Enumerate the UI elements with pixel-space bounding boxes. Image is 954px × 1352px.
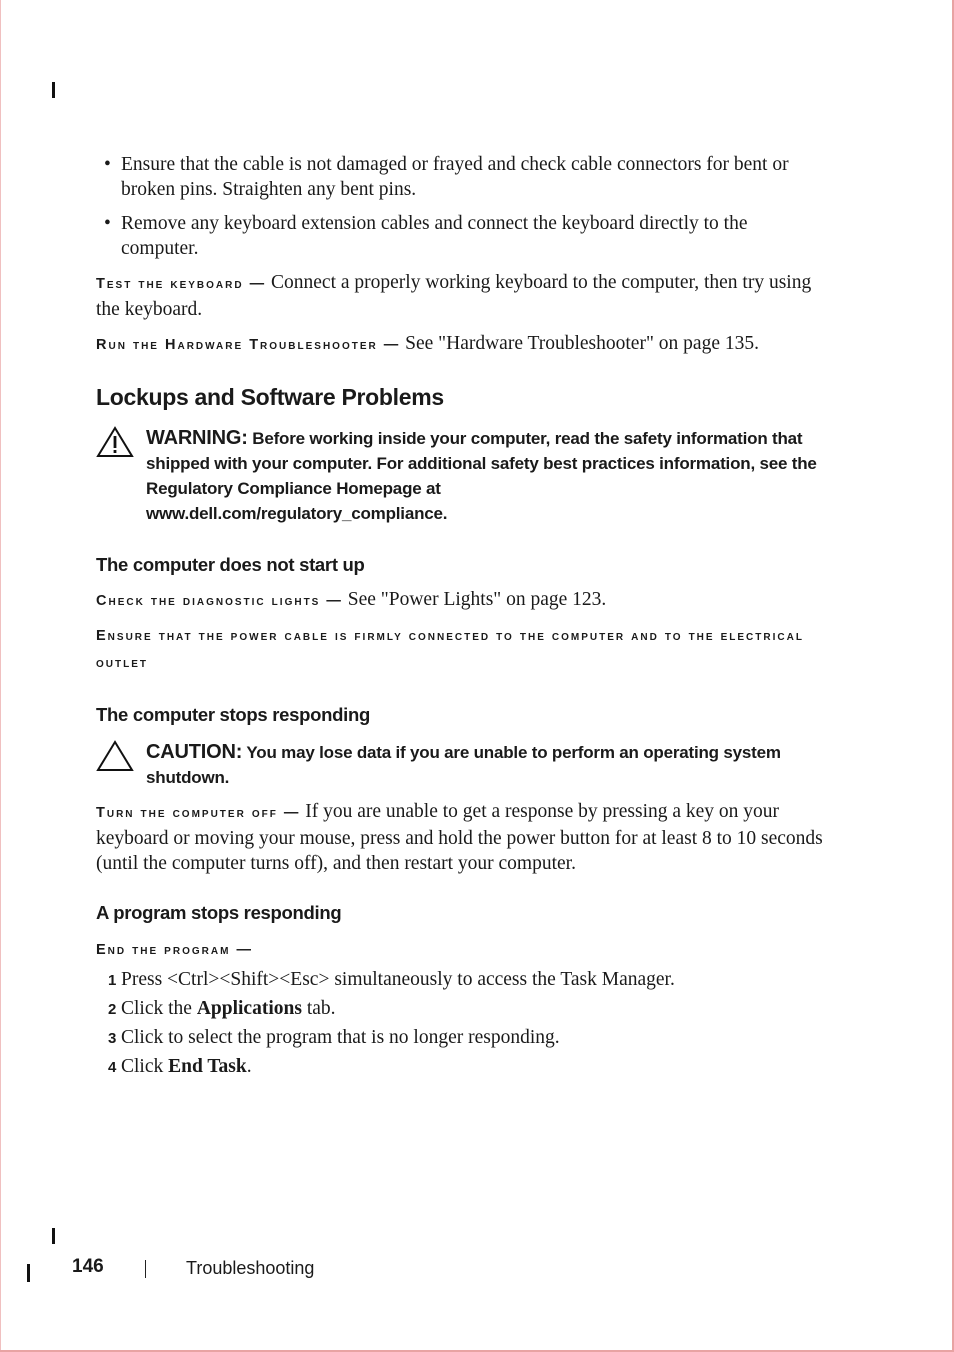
paragraph-text: See "Hardware Troubleshooter" on page 135.	[405, 333, 759, 354]
list-item: 1 Press <Ctrl><Shift><Esc> simultaneously to access the Task Manager.	[96, 965, 824, 994]
footer-section-title: Troubleshooting	[186, 1258, 315, 1278]
run-in-heading: Test the keyboard —	[96, 276, 267, 292]
list-item: 4 Click End Task.	[96, 1052, 824, 1081]
run-troubleshooter-paragraph	[96, 331, 824, 358]
turn-off-paragraph	[96, 799, 824, 876]
bullet-icon: •	[104, 213, 111, 234]
section-title: Lockups and Software Problems	[96, 384, 444, 410]
subsection-title: The computer stops responding	[96, 704, 370, 725]
page-content	[96, 152, 824, 1081]
test-keyboard-paragraph	[96, 270, 824, 322]
subsection-title: The computer does not start up	[96, 554, 365, 575]
run-in-heading: End the program —	[96, 942, 253, 958]
step-number: 1	[108, 972, 117, 989]
list-item	[96, 211, 824, 261]
footer-divider	[145, 1260, 146, 1278]
paragraph-text: Connect a properly working keyboard to the computer, then try using the keyboard.	[96, 272, 812, 320]
end-program-heading	[96, 936, 824, 963]
caution-text: You may lose data if you are unable to perform an operating system shutdown.	[146, 743, 781, 787]
bullet-icon: •	[104, 154, 111, 175]
applications-tab-label: Applications	[196, 998, 302, 1019]
warning-text: Before working inside your computer, read the safety information that shipped with your computer. For additional safety best practices information, see the Regulatory Compliance Homepage at	[146, 429, 817, 498]
page-number: 146	[72, 1256, 104, 1277]
list-item: 3 Click to select the program that is no longer responding.	[96, 1023, 824, 1052]
run-in-heading: Ensure that the power cable is firmly connected to the computer and to the electrical outlet	[96, 628, 804, 671]
subsection-title: A program stops responding	[96, 902, 342, 923]
crop-mark-bottom	[52, 1228, 55, 1244]
caution-notice	[96, 740, 824, 790]
page-edge-left	[0, 0, 1, 1352]
end-task-label: End Task	[168, 1056, 247, 1077]
bullet-text: Remove any keyboard extension cables and connect the keyboard directly to the computer.	[121, 213, 748, 259]
run-in-heading: Turn the computer off —	[96, 805, 301, 821]
warning-link: www.dell.com/regulatory_compliance	[146, 504, 443, 523]
run-in-heading: Check the diagnostic lights —	[96, 593, 343, 609]
run-in-heading: Run the Hardware Troubleshooter —	[96, 337, 401, 353]
paragraph-text: See "Power Lights" on page 123.	[347, 589, 607, 610]
step-number: 3	[108, 1030, 117, 1047]
warning-label: WARNING:	[146, 427, 248, 449]
step-number: 4	[108, 1059, 117, 1076]
crop-mark-top	[52, 82, 55, 98]
ensure-cable-paragraph	[96, 622, 824, 676]
list-item: 2 Click the Applications tab.	[96, 994, 824, 1023]
warning-notice: WARNING: Before working inside your computer, read the safety information that shipped with your computer. For additional safety best practices information, see the Regulatory Compliance Homepage at www.dell.com/regulatory_compliance.	[96, 426, 824, 526]
page-footer	[0, 1256, 954, 1286]
check-lights-paragraph	[96, 587, 824, 614]
bullet-text: Ensure that the cable is not damaged or frayed and check cable connectors for bent or broken pins. Straighten any bent pins.	[121, 154, 789, 200]
list-item	[96, 152, 824, 202]
paragraph-text: If you are unable to get a response by pressing a key on your keyboard or moving your mouse, press and hold the power button for at least 8 to 10 seconds (until the computer turns off), and then restart your computer.	[96, 801, 823, 874]
warning-icon	[96, 426, 134, 458]
caution-label: CAUTION:	[146, 741, 243, 763]
caution-icon	[96, 740, 134, 772]
step-number: 2	[108, 1001, 117, 1018]
